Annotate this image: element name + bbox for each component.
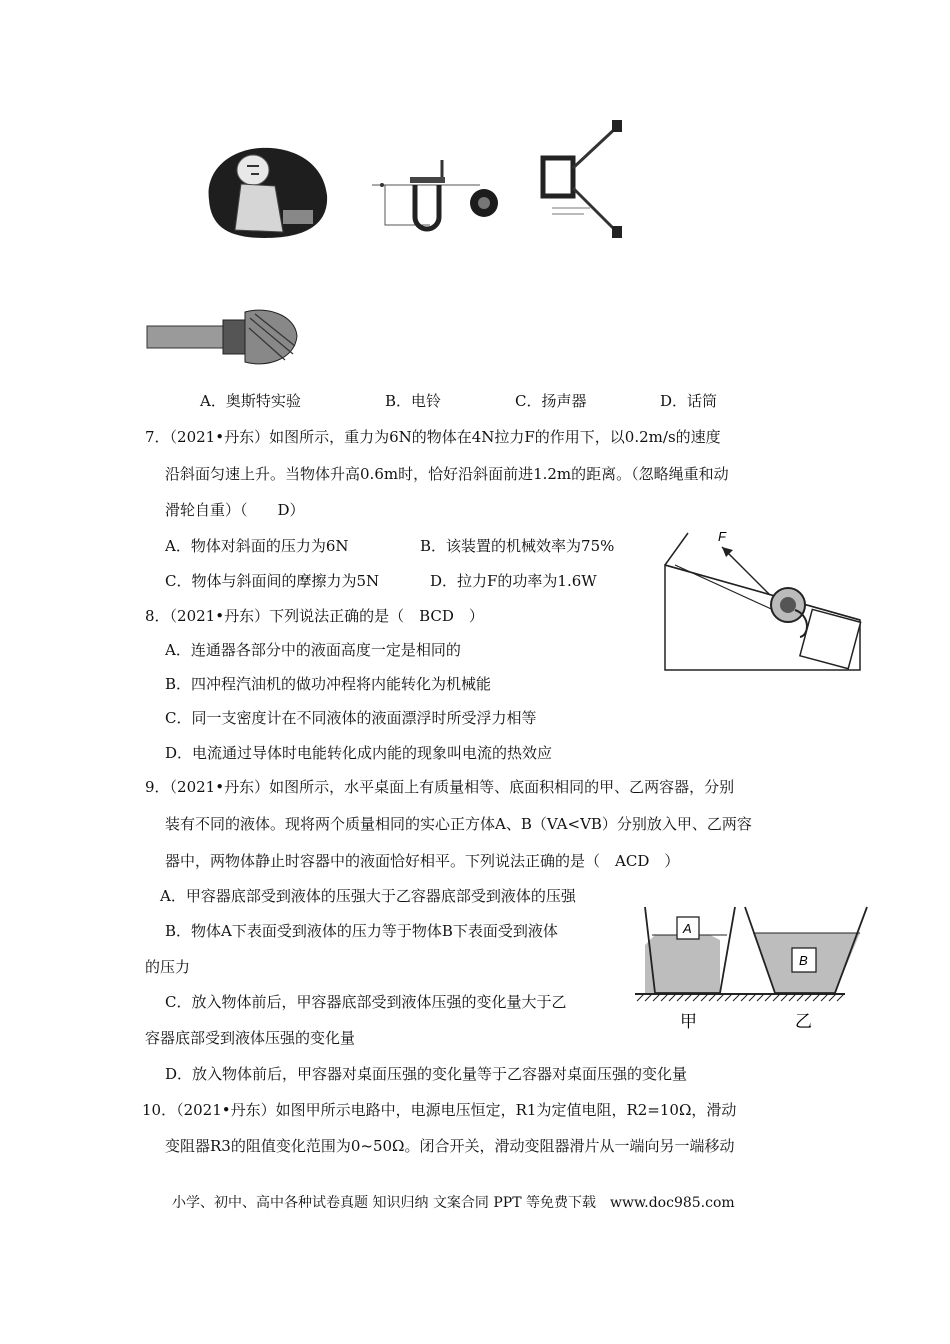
q7-option-c: C．物体与斜面间的摩擦力为5N	[165, 572, 380, 590]
cube-b-label: B	[799, 953, 808, 968]
q8-option-b: B．四冲程汽油机的做功冲程将内能转化为机械能	[165, 675, 492, 693]
q7-option-d: D．拉力F的功率为1.6W	[430, 572, 597, 590]
q9-stem-line3: 器中，两物体静止时容器中的液面恰好相平。下列说法正确的是（ ACD ）	[165, 852, 680, 870]
q8-stem: 8．（2021•丹东）下列说法正确的是（ BCD ）	[145, 607, 484, 625]
force-label-f: F	[718, 529, 726, 544]
q7-option-a: A．物体对斜面的压力为6N	[165, 537, 349, 555]
q10-stem-line2: 变阻器R3的阻值变化范围为0~50Ω。闭合开关，滑动变阻器滑片从一端向另一端移动	[165, 1137, 735, 1155]
q8-option-c: C．同一支密度计在不同液体的液面漂浮时所受浮力相等	[165, 709, 537, 727]
q7-stem-line3: 滑轮自重）（ D）	[165, 501, 305, 519]
q7-stem-line1: 7．（2021•丹东）如图所示，重力为6N的物体在4N拉力F的作用下，以0.2m/s的速度	[145, 428, 721, 446]
loudspeaker-figure	[540, 118, 630, 243]
microphone-figure	[145, 308, 300, 366]
q7-stem-line2: 沿斜面匀速上升。当物体升高0.6m时，恰好沿斜面前进1.2m的距离。（忽略绳重和动	[165, 465, 729, 483]
q8-option-d: D．电流通过导体时电能转化成内能的现象叫电流的热效应	[165, 744, 553, 762]
container-yi-label: 乙	[795, 1012, 812, 1031]
q7-option-b: B．该装置的机械效率为75%	[420, 537, 615, 555]
two-containers-figure	[635, 905, 870, 1035]
q6-option-c: C．扬声器	[515, 392, 587, 410]
q8-option-a: A．连通器各部分中的液面高度一定是相同的	[165, 641, 461, 659]
q9-stem-line2: 装有不同的液体。现将两个质量相同的实心正方体A、B（VA<VB）分别放入甲、乙两容	[165, 815, 752, 833]
cube-a-label: A	[683, 921, 692, 936]
q6-option-a: A．奥斯特实验	[200, 392, 301, 410]
q9-option-b-line1: B．物体A下表面受到液体的压力等于物体B下表面受到液体	[165, 922, 558, 940]
page-footer: 小学、初中、高中各种试卷真题 知识归纳 文案合同 PPT 等免费下载 www.doc985.com	[172, 1195, 735, 1211]
oersted-experiment-figure	[205, 140, 330, 240]
container-jia-label: 甲	[680, 1012, 697, 1031]
q9-option-b-line2: 的压力	[145, 958, 191, 976]
q10-stem-line1: 10．（2021•丹东）如图甲所示电路中，电源电压恒定，R1为定值电阻，R2=10Ω，滑动	[142, 1101, 737, 1119]
electric-bell-figure	[370, 155, 505, 235]
q9-option-c-line2: 容器底部受到液体压强的变化量	[145, 1029, 356, 1047]
incline-pulley-figure	[660, 525, 865, 675]
q9-option-a: A．甲容器底部受到液体的压强大于乙容器底部受到液体的压强	[160, 887, 576, 905]
q9-option-c-line1: C．放入物体前后，甲容器底部受到液体压强的变化量大于乙	[165, 993, 567, 1011]
q9-option-d: D．放入物体前后，甲容器对桌面压强的变化量等于乙容器对桌面压强的变化量	[165, 1065, 688, 1083]
q6-option-d: D．话筒	[660, 392, 718, 410]
q9-stem-line1: 9．（2021•丹东）如图所示，水平桌面上有质量相等、底面积相同的甲、乙两容器，分别	[145, 778, 735, 796]
q6-option-b: B．电铃	[385, 392, 442, 410]
